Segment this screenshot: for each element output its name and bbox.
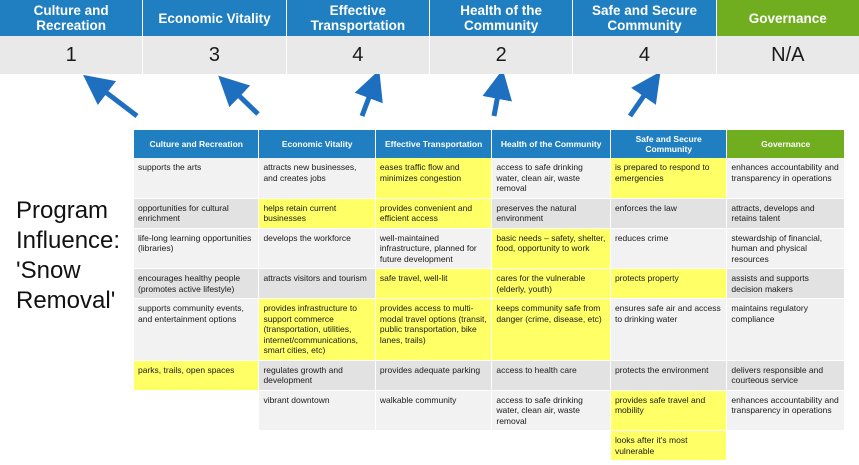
matrix-cell[interactable]: walkable community [375,390,491,431]
matrix-cell[interactable]: delivers responsible and courteous service [727,360,845,390]
arrow-economic-vitality [229,86,258,114]
matrix-cell[interactable]: regulates growth and development [259,360,375,390]
matrix-cell[interactable]: access to safe drinking water, clean air, waste removal [492,390,611,431]
matrix-header-effective-transportation[interactable]: Effective Transportation [375,130,491,158]
matrix-cell[interactable]: maintains regulatory compliance [727,299,845,361]
matrix-cell[interactable]: life-long learning opportunities (libraries) [134,228,259,269]
matrix-header-economic-vitality[interactable]: Economic Vitality [259,130,375,158]
matrix-cell[interactable]: basic needs – safety, shelter, food, opportunity to work [492,228,611,269]
matrix-header-safe-and-secure-community[interactable]: Safe and Secure Community [610,130,726,158]
matrix-row [134,158,845,198]
program-influence-caption: Program Influence: 'Snow Removal' [16,197,121,314]
matrix-cell-empty [134,390,259,431]
matrix-row [134,269,845,299]
matrix-row [134,390,845,431]
score-health-of-the-community: 2 [430,36,573,74]
matrix-row [134,228,845,269]
score-row [0,36,859,74]
matrix-cell[interactable]: supports the arts [134,158,259,198]
matrix-cell[interactable]: safe travel, well-lit [375,269,491,299]
score-culture-and-recreation: 1 [0,36,143,74]
matrix-cell[interactable]: provides convenient and efficient access [375,198,491,228]
arrow-group [0,74,859,130]
header-health-of-the-community[interactable]: Health of the Community [430,0,573,36]
matrix-cell[interactable]: preserves the natural environment [492,198,611,228]
matrix-cell[interactable]: encourages healthy people (promotes active lifestyle) [134,269,259,299]
matrix-cell[interactable]: provides infrastructure to support commerce (transportation, utilities, internet/communications, smart cities, etc) [259,299,375,361]
score-governance: N/A [771,43,805,66]
matrix-cell[interactable]: enhances accountability and transparency in operations [727,390,845,431]
matrix-cell[interactable]: attracts new businesses, and creates jobs [259,158,375,198]
header-culture-and-recreation[interactable]: Culture and Recreation [0,0,143,36]
matrix-cell[interactable]: cares for the vulnerable (elderly, youth) [492,269,611,299]
matrix-cell[interactable]: provides safe travel and mobility [610,390,726,431]
matrix-cell[interactable]: access to health care [492,360,611,390]
matrix-cell-empty [492,431,611,461]
matrix-cell[interactable]: eases traffic flow and minimizes congestion [375,158,491,198]
header-safe-and-secure-community[interactable]: Safe and Secure Community [573,0,716,36]
matrix-cell[interactable]: stewardship of financial, human and physical resources [727,228,845,269]
matrix-cell[interactable]: helps retain current businesses [259,198,375,228]
matrix-cell[interactable]: attracts, develops and retains talent [727,198,845,228]
matrix-header-health-of-the-community[interactable]: Health of the Community [492,130,611,158]
matrix-cell[interactable]: reduces crime [610,228,726,269]
objectives-matrix [134,130,845,461]
matrix-cell[interactable]: supports community events, and entertainment options [134,299,259,361]
matrix-cell-empty [259,431,375,461]
matrix-cell[interactable]: vibrant downtown [259,390,375,431]
score-effective-transportation: 4 [287,36,430,74]
matrix-cell[interactable]: enforces the law [610,198,726,228]
matrix-cell[interactable]: opportunities for cultural enrichment [134,198,259,228]
matrix-cell[interactable]: provides adequate parking [375,360,491,390]
objectives-header-band [0,0,859,36]
matrix-cell[interactable]: keeps community safe from danger (crime, disease, etc) [492,299,611,361]
matrix-cell[interactable]: attracts visitors and tourism [259,269,375,299]
matrix-cell[interactable]: protects the environment [610,360,726,390]
matrix-cell[interactable]: develops the workforce [259,228,375,269]
matrix-cell-empty [375,431,491,461]
arrow-safe-and-secure-community [630,84,652,116]
header-governance[interactable]: Governance [717,0,859,36]
arrow-culture-and-recreation [95,84,137,116]
matrix-header-culture-and-recreation[interactable]: Culture and Recreation [134,130,259,158]
matrix-header-row [134,130,845,158]
matrix-cell[interactable]: parks, trails, open spaces [134,360,259,390]
matrix-cell[interactable]: provides access to multi-modal travel options (transit, public transportation, bike lanes, trails) [375,299,491,361]
matrix-cell-empty [134,431,259,461]
arrow-health-of-the-community [494,84,500,116]
header-effective-transportation[interactable]: Effective Transportation [287,0,430,36]
arrow-effective-transportation [362,84,374,116]
matrix-row [134,198,845,228]
matrix-cell[interactable]: access to safe drinking water, clean air, waste removal [492,158,611,198]
score-safe-and-secure-community: 4 [573,36,716,74]
matrix-row [134,360,845,390]
matrix-cell[interactable]: assists and supports decision makers [727,269,845,299]
matrix-cell[interactable]: enhances accountability and transparency in operations [727,158,845,198]
matrix-cell[interactable]: is prepared to respond to emergencies [610,158,726,198]
matrix-header-governance[interactable]: Governance [727,130,845,158]
matrix-cell[interactable]: ensures safe air and access to drinking water [610,299,726,361]
matrix-cell-empty [727,431,845,461]
matrix-cell[interactable]: protects property [610,269,726,299]
score-economic-vitality: 3 [143,36,286,74]
matrix-cell[interactable]: well-maintained infrastructure, planned for future development [375,228,491,269]
matrix-cell[interactable]: looks after it's most vulnerable [610,431,726,461]
matrix-row [134,431,845,461]
matrix-row [134,299,845,361]
header-economic-vitality[interactable]: Economic Vitality [143,0,286,36]
